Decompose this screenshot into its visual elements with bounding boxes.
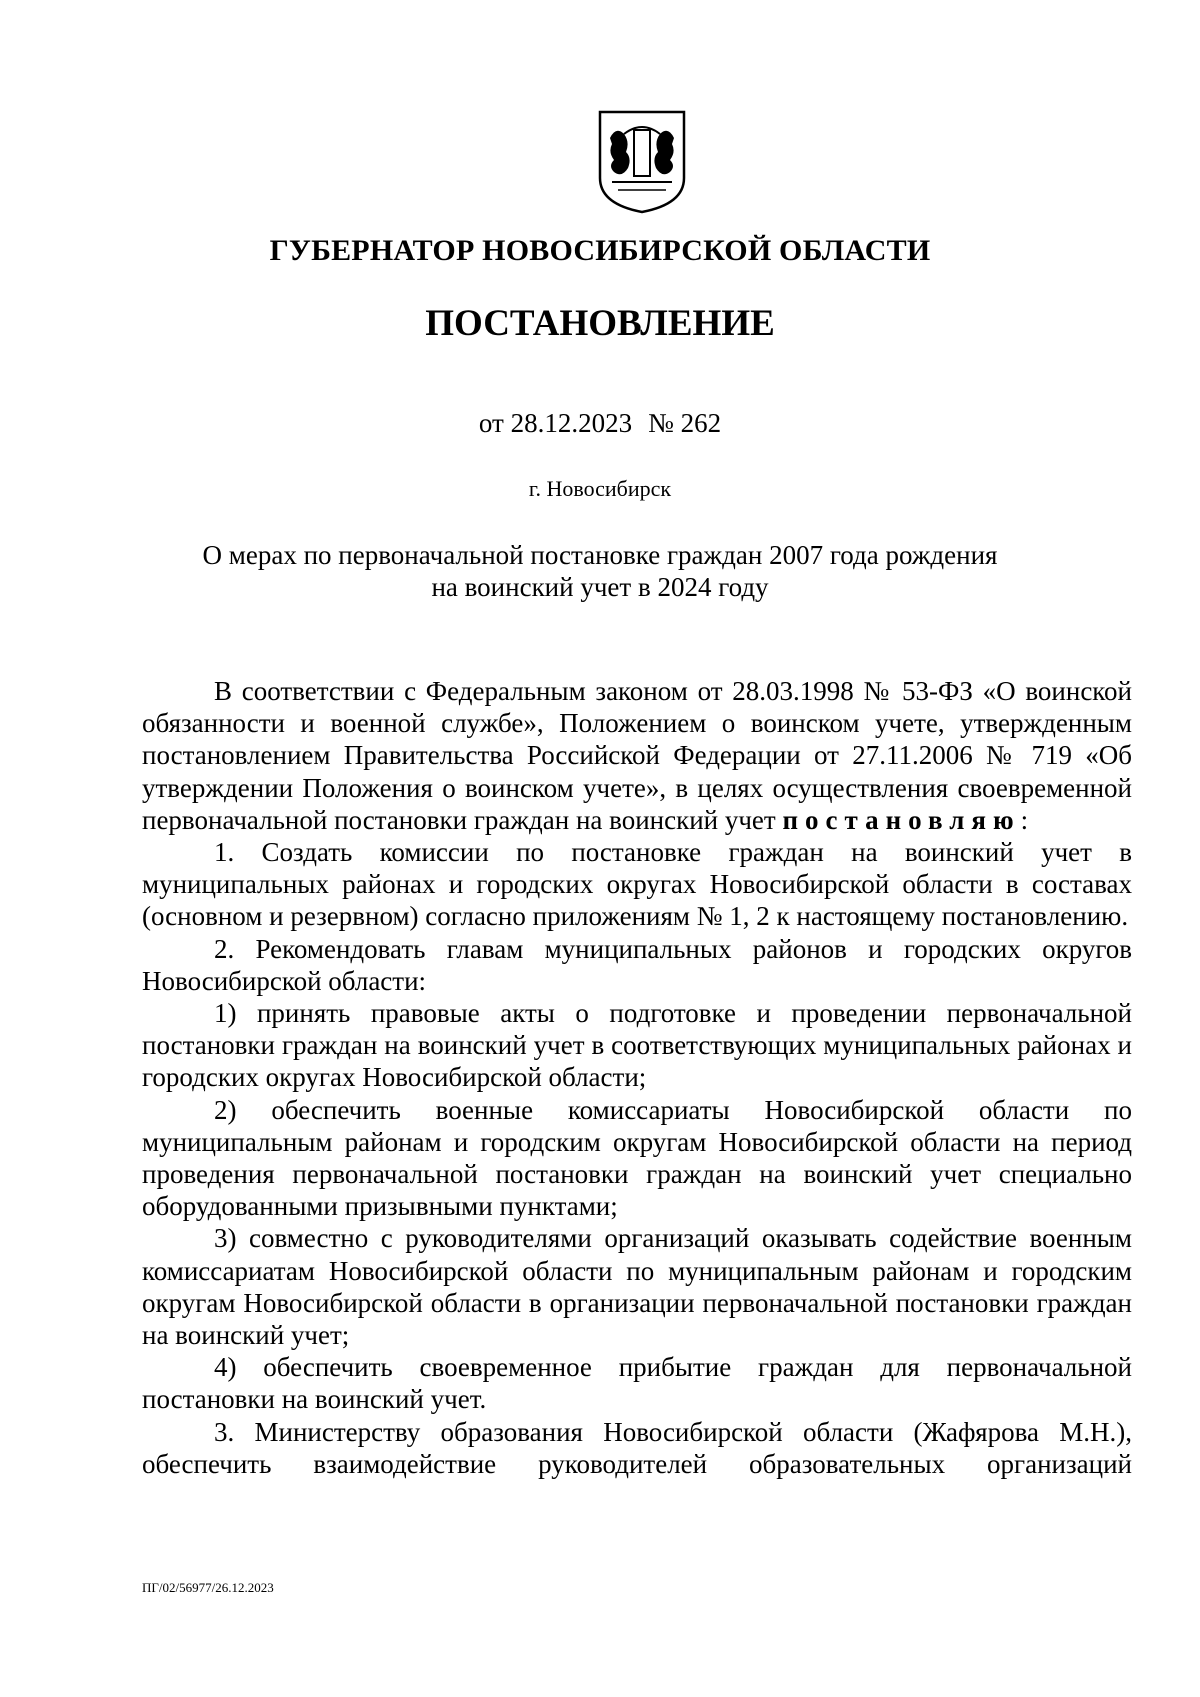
city: г. Новосибирск (528, 476, 672, 501)
subject-line-2: на воинский учет в 2024 году (431, 572, 769, 602)
preamble-text: В соответствии с Федеральным законом от 28.03.1998 № 53-ФЗ «О воинской обязанности и военной службе», Положением о воинском учете, утвержденным постановлением Правительства Российской Федерации от 27.11.2006 № 719 «Об утверждении Положения о воинском учете», в целях осуществления своевременной первоначальной постановки граждан на воинский учет (142, 676, 1132, 835)
preamble-paragraph (142, 675, 1132, 836)
document-type-title: ПОСТАНОВЛЕНИЕ (425, 303, 775, 344)
date-number-line (0, 408, 1200, 439)
coat-of-arms-emblem (596, 108, 688, 214)
item-1-paragraph: 1. Создать комиссии по постановке граждан на воинский учет в муниципальных районах и городских округах Новосибирской области в составах (основном и резервном) согласно приложениям № 1, 2 к настоящему постановлению. (142, 837, 1132, 932)
item-2-2-paragraph: 2) обеспечить военные комиссариаты Новосибирской области по муниципальным районам и городским округам Новосибирской области на период проведения первоначальной постановки граждан на воинский учет специально оборудованными призывными пунктами; (142, 1094, 1132, 1222)
resolve-colon: : (1020, 804, 1029, 835)
subject-line-1: О мерах по первоначальной постановке граждан 2007 года рождения (202, 540, 998, 570)
item-2-1-paragraph: 1) принять правовые акты о подготовке и проведении первоначальной постановки граждан на воинский учет в соответствующих муниципальных районах и городских округах Новосибирской области; (142, 998, 1132, 1093)
resolve-word: постановляю (782, 804, 1021, 835)
item-3-paragraph: 3. Министерству образования Новосибирской области (Жафярова М.Н.), обеспечить взаимодействие руководителей образовательных организаций (142, 1416, 1132, 1479)
item-2-paragraph: 2. Рекомендовать главам муниципальных районов и городских округов Новосибирской области: (142, 933, 1132, 996)
subject-title (0, 539, 1200, 603)
document-number: № 262 (648, 408, 722, 438)
item-2-4-paragraph: 4) обеспечить своевременное прибытие граждан для первоначальной постановки на воинский учет. (142, 1352, 1132, 1415)
issuing-authority: ГУБЕРНАТОР НОВОСИБИРСКОЙ ОБЛАСТИ (269, 234, 931, 267)
document-body (142, 675, 1132, 1480)
item-2-3-paragraph: 3) совместно с руководителями организаций оказывать содействие военным комиссариатам Новосибирской области по муниципальным районам и городским округам Новосибирской области в организации первоначальной постановки граждан на воинский учет; (142, 1223, 1132, 1351)
document-date: от 28.12.2023 (478, 408, 633, 438)
footer-document-code: ПГ/02/56977/26.12.2023 (142, 1580, 274, 1595)
